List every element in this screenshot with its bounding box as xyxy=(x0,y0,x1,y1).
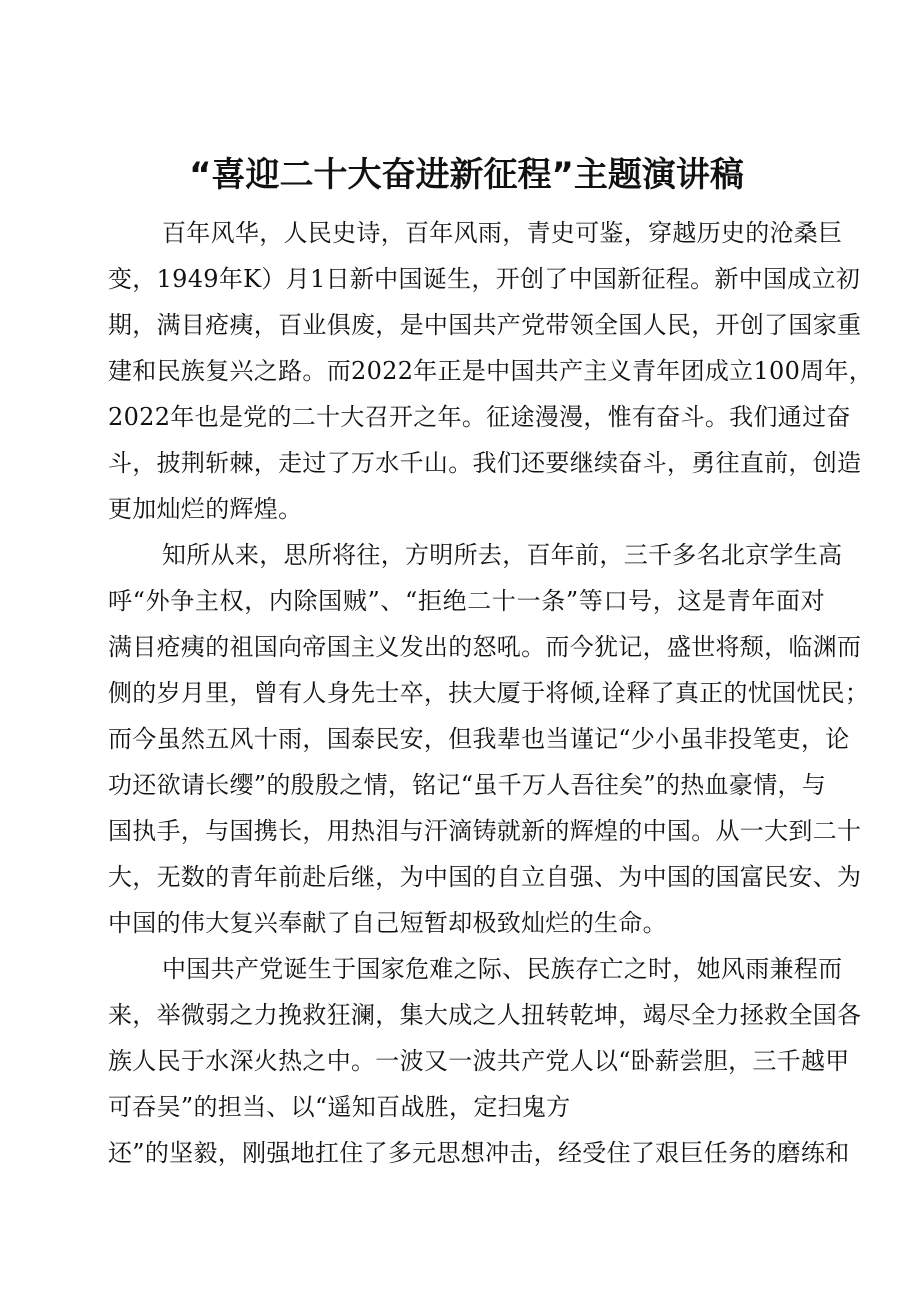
text-line: 国执手，与国携长，用热泪与汗滴铸就新的辉煌的中国。从一大到二十 xyxy=(108,817,862,845)
text-line: 2022年也是党的二十大召开之年。征途漫漫，惟有奋斗。我们通过奋 xyxy=(108,403,851,431)
text-line: 可吞吴”的担当、以“遥知百战胜，定扫鬼方 xyxy=(108,1093,571,1121)
text-line: 变，1949年K）月1日新中国诞生，开创了中国新征程。新中国成立初 xyxy=(108,265,861,293)
text-line: 知所从来，思所将往，方明所去，百年前，三千多名北京学生高 xyxy=(162,541,843,569)
text-line: 而今虽然五风十雨，国泰民安，但我辈也当谨记“少小虽非投笔吏，论 xyxy=(108,725,850,753)
text-line: 中国的伟大复兴奉献了自己短暂却极致灿烂的生命。 xyxy=(108,909,667,937)
text-line: 功还欲请长缨”的殷殷之情，铭记“虽千万人吾往矣”的热血豪情，与 xyxy=(108,771,827,799)
text-line: 满目疮痍的祖国向帝国主义发出的怒吼。而今犹记，盛世将颓，临渊而 xyxy=(108,633,862,661)
text-line: 族人民于水深火热之中。一波又一波共产党人以“卧薪尝胆，三千越甲 xyxy=(108,1047,850,1075)
text-line: 更加灿烂的辉煌。 xyxy=(108,495,303,523)
text-line: 斗，披荆斩棘，走过了万水千山。我们还要继续奋斗，勇往直前，创造 xyxy=(108,449,862,477)
text-line: 中国共产党诞生于国家危难之际、民族存亡之时，她风雨兼程而 xyxy=(162,955,843,983)
document-body xyxy=(108,210,874,1176)
text-line: 呼“外争主权，内除国贼”、“拒绝二十一条”等口号，这是青年面对 xyxy=(108,587,825,615)
text-line: 建和民族复兴之路。而2022年正是中国共产主义青年团成立100周年， xyxy=(108,357,874,385)
document-title: “喜迎二十大奋进新征程”主题演讲稿 xyxy=(189,155,744,195)
text-line: 还”的坚毅，刚强地扛住了多元思想冲击，经受住了艰巨任务的磨练和 xyxy=(108,1139,850,1167)
text-line: 百年风华，人民史诗，百年风雨，青史可鉴，穿越历史的沧桑巨 xyxy=(162,219,843,247)
text-line: 侧的岁月里，曾有人身先士卒，扶大厦于将倾,诠释了真正的忧国忧民； xyxy=(108,679,870,707)
text-line: 期，满目疮痍，百业俱废，是中国共产党带领全国人民，开创了国家重 xyxy=(108,311,862,339)
paragraph-2 xyxy=(108,532,870,946)
text-line: 来，举微弱之力挽救狂澜，集大成之人扭转乾坤，竭尽全力拯救全国各 xyxy=(108,1001,862,1029)
paragraph-3 xyxy=(108,946,862,1176)
text-line: 大，无数的青年前赴后继，为中国的自立自强、为中国的国富民安、为 xyxy=(108,863,862,891)
paragraph-1 xyxy=(108,210,874,532)
